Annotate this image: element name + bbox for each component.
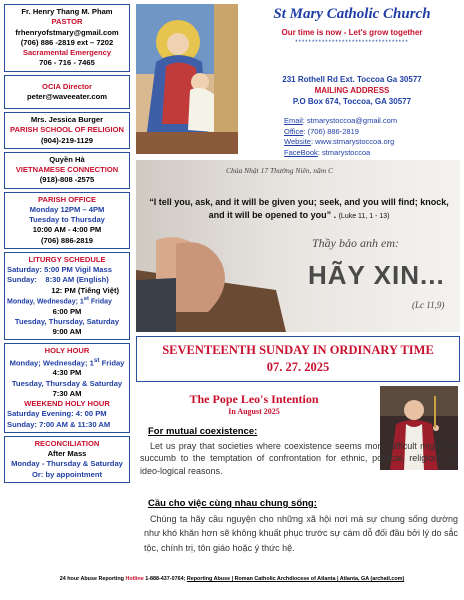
po-box: P.O Box 674, Toccoa, GA 30577 bbox=[292, 97, 412, 107]
footer-number: 1-888-437-0764; bbox=[143, 576, 187, 582]
pastor-box bbox=[4, 4, 130, 72]
religion-name: Mrs. Jessica Burger bbox=[30, 115, 104, 124]
sidebar bbox=[4, 4, 130, 486]
street-address: 231 Rothell Rd Ext. Toccoa Ga 30577 bbox=[282, 75, 422, 84]
pope-intention bbox=[136, 386, 460, 572]
pastor-phone: (706) 886 -2819 ext – 7202 bbox=[20, 37, 114, 47]
footer-hotline: Hotline bbox=[125, 576, 144, 582]
liturgy-sunday-english: Sunday: 8:30 AM (English) bbox=[7, 275, 109, 285]
intention-text-english: Let us pray that societies where coexistence seems more difficult might not succumb to the temptation of confrontation for ethnic, political, religious, or ideo-logical reasons. bbox=[140, 441, 458, 476]
handwritten-line1: Thầy bảo anh em: bbox=[312, 236, 399, 250]
facebook-value[interactable]: : stmarystoccoa bbox=[317, 147, 371, 157]
gospel-quote bbox=[144, 196, 454, 221]
intention-title: The Pope Leo's Intention bbox=[189, 392, 319, 406]
liturgy-box bbox=[4, 252, 130, 341]
liturgy-tts-time: 9:00 AM bbox=[52, 327, 82, 337]
gospel-banner bbox=[136, 160, 460, 332]
reconciliation-title: RECONCILIATION bbox=[34, 438, 100, 448]
madonna-image bbox=[136, 4, 238, 154]
quote-citation: (Luke 11, 1 - 13) bbox=[338, 212, 390, 220]
pastor-email[interactable]: frhenryofstmary@gmail.com bbox=[15, 27, 119, 37]
office-label: Office bbox=[284, 126, 304, 136]
contact-website bbox=[284, 137, 460, 148]
facebook-label: FaceBook bbox=[284, 147, 318, 157]
quote-text: “I tell you, ask, and it will be given you; seek, and you will find; knock, and it will be opened to you” . bbox=[149, 197, 449, 220]
contact-facebook bbox=[284, 148, 460, 159]
liturgy-title: LITURGY SCHEDULE bbox=[28, 254, 106, 264]
liturgy-monwed-time: 6:00 PM bbox=[52, 306, 82, 316]
liturgy-monwed bbox=[7, 296, 127, 307]
pastor-title: PASTOR bbox=[51, 17, 83, 27]
ocia-email[interactable]: peter@waveeater.com bbox=[26, 91, 107, 101]
mailing-label: MAILING ADDRESS bbox=[314, 86, 390, 96]
intention-subtitle: In August 2025 bbox=[228, 407, 280, 416]
reconciliation-line2: Monday - Thursday & Saturday bbox=[11, 459, 123, 469]
religion-title: PARISH SCHOOL OF RELIGION bbox=[9, 125, 125, 135]
office-line2: Tuesday to Thursday bbox=[29, 215, 105, 224]
liturgy-monwed-sup: st bbox=[83, 295, 89, 302]
holyhour-mw-time: 4:30 PM bbox=[52, 368, 82, 378]
office-line3: 10:00 AM - 4:00 PM bbox=[32, 225, 102, 235]
weekend-saturday: Saturday Evening: 4: 00 PM bbox=[7, 409, 107, 419]
weekend-holyhour-title: WEEKEND HOLY HOUR bbox=[24, 399, 110, 409]
email-value[interactable]: : stmarystoccoa@gmail.com bbox=[302, 116, 398, 125]
weekend-sunday: Sunday: 7:00 AM & 11:30 AM bbox=[7, 419, 111, 429]
vietnamese-phone: (918)-808 -2575 bbox=[39, 175, 95, 185]
website-label: Website bbox=[284, 137, 311, 146]
office-box bbox=[4, 192, 130, 249]
holyhour-mw-text: Monday; Wednesday; 1 bbox=[9, 358, 94, 368]
holyhour-mw-sup: st bbox=[93, 356, 100, 364]
holyhour-title: HOLY HOUR bbox=[44, 346, 90, 356]
vietnamese-title: VIETNAMESE CONNECTION bbox=[15, 165, 119, 174]
liturgy-monwed-friday: Friday bbox=[88, 298, 112, 306]
reconciliation-line1: After Mass bbox=[47, 449, 87, 459]
intention-heading-vietnamese: Cầu cho việc cùng nhau chung sống: bbox=[148, 498, 317, 509]
holyhour-mw bbox=[7, 357, 127, 369]
religion-box bbox=[4, 112, 130, 149]
vietnamese-box bbox=[4, 152, 130, 189]
office-value: : (706) 886-2819 bbox=[303, 126, 359, 136]
stars-divider: ********************************** bbox=[295, 40, 409, 46]
church-title: St Mary Catholic Church bbox=[273, 6, 431, 22]
footer-prefix: 24 hour Abuse Reporting bbox=[59, 576, 126, 582]
contact-block bbox=[284, 116, 460, 158]
office-title: PARISH OFFICE bbox=[37, 194, 97, 204]
contact-office bbox=[284, 127, 460, 138]
office-phone: (706) 886-2819 bbox=[41, 235, 93, 245]
holyhour-tts-time: 7:30 AM bbox=[52, 388, 82, 398]
address-block bbox=[244, 74, 460, 108]
handwritten-line2: HÃY XIN... bbox=[308, 260, 445, 290]
liturgy-monwed-text: Monday, Wednesday; 1 bbox=[7, 298, 84, 306]
footer bbox=[0, 576, 464, 582]
sunday-date: 07. 27. 2025 bbox=[266, 360, 330, 374]
office-line1: Monday 12PM – 4PM bbox=[29, 204, 105, 214]
holyhour-mw-friday: Friday bbox=[99, 358, 125, 368]
pastor-name: Fr. Henry Thang M. Pham bbox=[21, 7, 113, 16]
emergency-label: Sacramental Emergency bbox=[22, 48, 112, 57]
ocia-title: OCIA Director bbox=[42, 81, 92, 91]
liturgy-tts: Tuesday, Thursday, Saturday bbox=[14, 316, 120, 326]
footer-abuse-link[interactable]: Reporting Abuse | Roman Catholic Archdiocese of Atlanta | Atlanta, GA (archatl.com) bbox=[186, 576, 405, 582]
website-value[interactable]: : www.stmarystoccoa.org bbox=[310, 137, 395, 146]
liturgy-sunday-vietnamese: 12: PM (Tiếng Việt) bbox=[51, 285, 119, 295]
reconciliation-line3: Or: by appointment bbox=[31, 469, 103, 479]
email-label: Email bbox=[284, 116, 303, 125]
intention-heading-english: For mutual coexistence: bbox=[148, 426, 258, 437]
holyhour-box bbox=[4, 343, 130, 433]
intention-text-vietnamese: Chúng ta hãy cầu nguyện cho những xã hội nơi mà sự chung sống dường như khó khăn hơn sẽ không khuất phục trước sự cám dỗ đối đầu bởi lý do sắc tộc, chính trị, tôn giáo hoặc ý thức hệ. bbox=[144, 514, 458, 553]
religion-phone: (904)-219-1129 bbox=[41, 135, 93, 145]
reconciliation-box bbox=[4, 436, 130, 483]
handwritten-citation: (Lc 11,9) bbox=[412, 300, 445, 310]
emergency-phone: 706 - 716 - 7465 bbox=[39, 58, 95, 68]
sunday-title: SEVENTEENTH SUNDAY IN ORDINARY TIME bbox=[162, 343, 434, 357]
madonna-artwork bbox=[136, 4, 238, 154]
header bbox=[136, 4, 460, 157]
holyhour-tts: Tuesday, Thursday & Saturday bbox=[11, 378, 123, 388]
church-motto: Our time is now - Let's grow together bbox=[281, 28, 423, 37]
ocia-box bbox=[4, 75, 130, 110]
vietnamese-name: Quyền Hà bbox=[49, 154, 85, 164]
liturgy-saturday: Saturday: 5:00 PM Vigil Mass bbox=[7, 265, 112, 274]
sunday-box bbox=[136, 336, 460, 382]
vietnamese-heading: Chúa Nhật 17 Thường Niên, năm C bbox=[226, 166, 334, 175]
contact-email bbox=[284, 116, 460, 127]
